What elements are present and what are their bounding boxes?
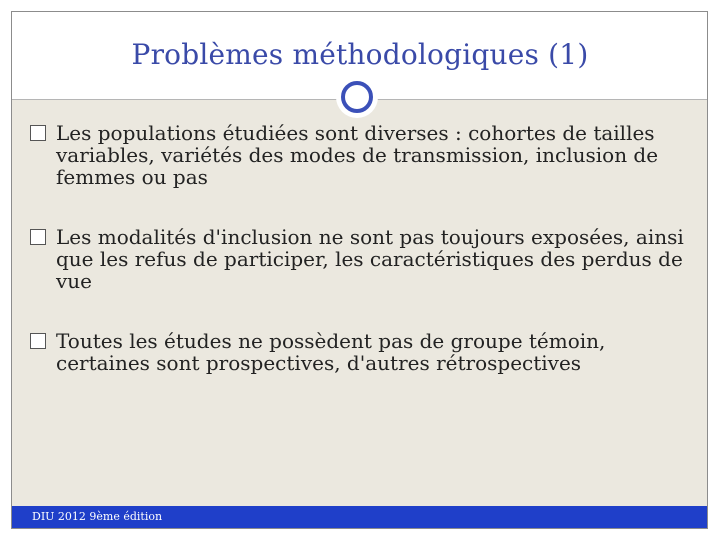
checkbox-bullet-icon (30, 333, 46, 349)
bullet-text: Les populations étudiées sont diverses : cohortes de tailles variables, variétés des modes de transmission, inclusion de femmes ou pas (56, 121, 659, 189)
circle-ornament-icon (341, 81, 373, 113)
footer-bar (12, 506, 707, 528)
checkbox-bullet-icon (30, 125, 46, 141)
checkbox-bullet-icon (30, 229, 46, 245)
bullet-text: Toutes les études ne possèdent pas de groupe témoin, certaines sont prospectives, d'autres rétrospectives (56, 329, 606, 375)
slide-title: Problèmes méthodologiques (1) (131, 38, 589, 71)
bullet-item (30, 122, 690, 188)
bullet-text: Les modalités d'inclusion ne sont pas toujours exposées, ainsi que les refus de participer, les caractéristiques des perdus de vue (56, 225, 684, 293)
bullet-list (30, 122, 690, 374)
footer-text: DIU 2012 9ème édition (32, 510, 163, 523)
bullet-item (30, 330, 690, 374)
bullet-item (30, 226, 690, 292)
